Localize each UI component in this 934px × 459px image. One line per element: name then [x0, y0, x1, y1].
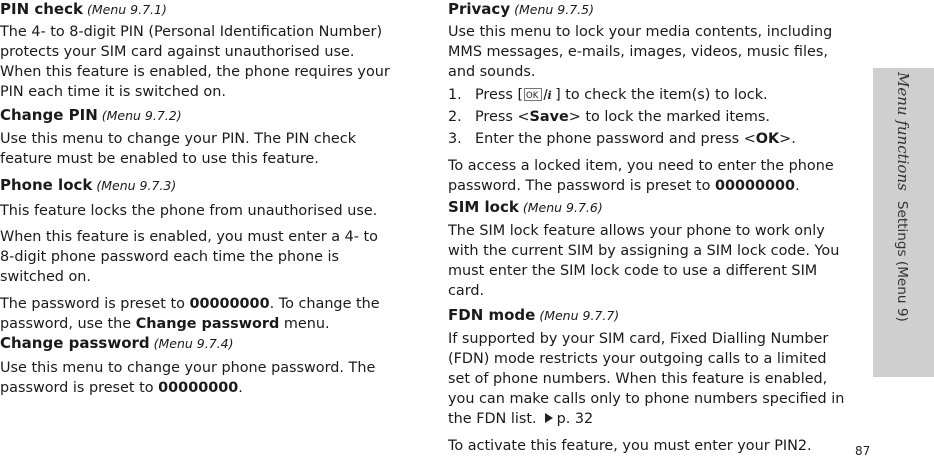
softkey-label: OK — [755, 131, 780, 147]
preset-password: 00000000 — [714, 178, 796, 194]
body-line: To activate this feature, you must enter your PIN2. — [448, 438, 812, 454]
menu-ref: (Menu 9.7.6) — [522, 200, 603, 215]
menu-name: Change password — [135, 316, 280, 332]
body-line: you can make calls only to phone numbers specified in — [448, 391, 845, 407]
page-ref-arrow-icon — [545, 409, 553, 419]
body-line: card. — [448, 283, 485, 299]
step-list — [448, 84, 858, 150]
body-line: The SIM lock feature allows your phone to work only — [448, 223, 825, 239]
section-phone-lock — [0, 176, 415, 334]
section-heading — [0, 106, 415, 125]
body-line: MMS messages, e-mails, images, videos, music files, — [448, 44, 828, 60]
section-privacy — [448, 0, 858, 196]
step-item: 3. Enter the phone password and press <OK>. — [448, 131, 796, 147]
section-fdn-mode — [448, 306, 858, 456]
body-line: When this feature is enabled, the phone requires your — [0, 64, 390, 80]
section-change-password — [0, 334, 415, 398]
svg-text:i: i — [547, 89, 552, 101]
menu-ref: (Menu 9.7.5) — [514, 2, 594, 17]
page-number: 87 — [855, 444, 871, 458]
body-line: the FDN list. p. 32 — [448, 411, 594, 427]
body-line: switched on. — [0, 269, 92, 285]
body-line: PIN each time it is switched on. — [0, 84, 226, 100]
body-line: When this feature is enabled, you must enter a 4- to — [0, 229, 378, 245]
preset-password: 00000000 — [158, 380, 239, 396]
body-line: Use this menu to lock your media contents, including — [448, 24, 833, 40]
menu-ref: (Menu 9.7.7) — [539, 308, 620, 323]
body-line: 8-digit phone password each time the phone is — [0, 249, 339, 265]
section-heading — [448, 0, 858, 19]
page-ref[interactable]: p. 32 — [556, 411, 594, 427]
section-heading — [0, 176, 415, 195]
body-line: The 4- to 8-digit PIN (Personal Identification Number) — [0, 24, 383, 40]
svg-text:OK: OK — [526, 91, 539, 101]
body-line: password, use the Change password menu. — [0, 316, 330, 332]
body-line: set of phone numbers. When this feature is enabled, — [448, 371, 828, 387]
section-change-pin — [0, 106, 415, 169]
step-item: 2. Press <Save> to lock the marked items. — [448, 109, 770, 125]
body-line: The password is preset to 00000000. To change the — [0, 296, 380, 312]
body-line: To access a locked item, you need to enter the phone — [448, 158, 834, 174]
ok-info-key-icon — [524, 88, 554, 101]
chapter-title: Menu functions — [893, 72, 912, 191]
step-item: 1. Press [ OK i ] to check the item(s) to lock. — [448, 87, 768, 103]
chapter-tab — [873, 68, 934, 377]
chapter-subtitle: Settings (Menu 9) — [893, 200, 910, 322]
body-line: This feature locks the phone from unauthorised use. — [0, 203, 378, 219]
heading-text: FDN mode — [448, 306, 536, 324]
chapter-tab-label — [894, 72, 912, 322]
body-line: protects your SIM card against unauthorised use. — [0, 44, 355, 60]
heading-text: PIN check — [0, 0, 83, 18]
preset-password: 00000000 — [189, 296, 270, 312]
body-line: password. The password is preset to 00000000. — [448, 178, 800, 194]
body-line: (FDN) mode restricts your outgoing calls to a limited — [448, 351, 827, 367]
body-line: Use this menu to change your phone password. The — [0, 360, 376, 376]
heading-text: SIM lock — [448, 198, 519, 216]
body-line: must enter the SIM lock code to use a different SIM — [448, 263, 818, 279]
body-line: with the current SIM by assigning a SIM lock code. You — [448, 243, 840, 259]
body-line: feature must be enabled to use this feature. — [0, 151, 319, 167]
section-heading — [448, 306, 858, 325]
section-heading — [448, 198, 858, 217]
menu-ref: (Menu 9.7.4) — [153, 336, 234, 351]
heading-text: Phone lock — [0, 176, 93, 194]
section-sim-lock — [448, 198, 858, 301]
body-line: and sounds. — [448, 64, 536, 80]
section-heading — [0, 334, 415, 353]
heading-text: Change PIN — [0, 106, 98, 124]
section-heading — [0, 0, 415, 19]
heading-text: Change password — [0, 334, 150, 352]
heading-text: Privacy — [448, 0, 511, 18]
menu-ref: (Menu 9.7.3) — [96, 178, 177, 193]
softkey-label: Save — [529, 109, 569, 125]
body-line: If supported by your SIM card, Fixed Dialling Number — [448, 331, 829, 347]
section-pin-check — [0, 0, 415, 102]
body-line: Use this menu to change your PIN. The PIN check — [0, 131, 357, 147]
menu-ref: (Menu 9.7.2) — [101, 108, 182, 123]
body-line: password is preset to 00000000. — [0, 380, 243, 396]
menu-ref: (Menu 9.7.1) — [86, 2, 167, 17]
